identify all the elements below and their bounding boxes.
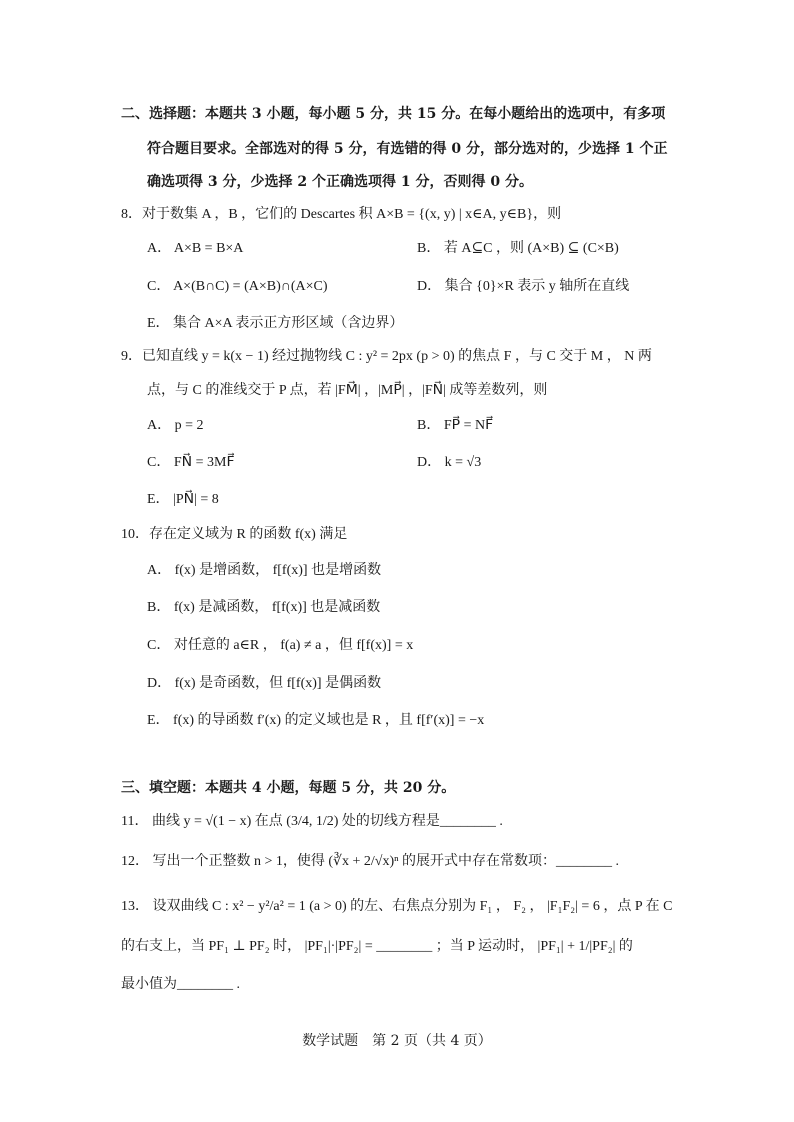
q8-option-d: D． 集合 {0}×R 表示 y 轴所在直线 bbox=[417, 279, 630, 294]
q9-stem-line2: 点，与 C 的准线交于 P 点，若 |FM⃗| ，|MP⃗| ，|FN⃗| 成等差数列，则 bbox=[147, 383, 548, 398]
q8-option-c: C． A×(B∩C) = (A×B)∩(A×C) bbox=[147, 279, 328, 294]
q10-option-c: C． 对任意的 a∈R ， f(a) ≠ a ，但 f[f(x)] = x bbox=[147, 638, 414, 653]
q10-option-d: D． f(x) 是奇函数，但 f[f(x)] 是偶函数 bbox=[147, 676, 382, 691]
q13-line2: 的右支上，当 PF₁ ⊥ PF₂ 时， |PF₁|·|PF₂| = ________ ；当 P 运动时， |PF₁| + 1/|PF₂| 的 bbox=[121, 939, 633, 954]
q13-line1: 13． 设双曲线 C : x² − y²/a² = 1 (a > 0) 的左、右焦点分别为 F₁ ， F₂ ， |F₁F₂| = 6 ，点 P 在 C bbox=[121, 899, 673, 914]
q10-option-b: B． f(x) 是减函数， f[f(x)] 也是减函数 bbox=[147, 600, 381, 615]
page-footer: 数学试题 第 2 页（共 4 页） bbox=[302, 1033, 492, 1049]
q10-stem: 10．存在定义域为 R 的函数 f(x) 满足 bbox=[121, 527, 348, 542]
section2-line3: 确选项得 3 分，少选择 2 个正确选项得 1 分，否则得 0 分。 bbox=[147, 174, 533, 190]
section2-line1: 二、选择题：本题共 3 小题，每小题 5 分，共 15 分。在每小题给出的选项中，有多项 bbox=[121, 106, 666, 122]
q13-line3: 最小值为________ . bbox=[121, 977, 240, 992]
q10-option-a: A． f(x) 是增函数， f[f(x)] 也是增函数 bbox=[147, 563, 382, 578]
section2-line2: 符合题目要求。全部选对的得 5 分，有选错的得 0 分，部分选对的，少选择 1 个正 bbox=[147, 141, 668, 157]
q10-option-e: E． f(x) 的导函数 f′(x) 的定义域也是 R ，且 f[f′(x)] = −x bbox=[147, 713, 485, 728]
q9-option-e: E． |PN⃗| = 8 bbox=[147, 492, 219, 507]
q8-option-b: B． 若 A⊆C ，则 (A×B) ⊆ (C×B) bbox=[417, 241, 619, 256]
q9-option-b: B． FP⃗ = NF⃗ bbox=[417, 418, 494, 433]
q11-text: 11． 曲线 y = √(1 − x) 在点 (3/4, 1/2) 处的切线方程是________ . bbox=[121, 814, 503, 829]
q9-stem-line1: 9．已知直线 y = k(x − 1) 经过抛物线 C : y² = 2px (p > 0) 的焦点 F ，与 C 交于 M ， N 两 bbox=[121, 349, 652, 364]
q8-option-e: E． 集合 A×A 表示正方形区域（含边界） bbox=[147, 316, 404, 331]
q12-text: 12． 写出一个正整数 n > 1，使得 (∛x + 2/√x)ⁿ 的展开式中存在常数项：________ . bbox=[121, 854, 620, 869]
q9-option-a: A． p = 2 bbox=[147, 418, 204, 433]
section3-title: 三、填空题：本题共 4 小题，每题 5 分，共 20 分。 bbox=[121, 780, 456, 796]
q9-option-c: C． FN⃗ = 3MF⃗ bbox=[147, 455, 235, 470]
q9-option-d: D． k = √3 bbox=[417, 455, 482, 470]
q8-option-a: A． A×B = B×A bbox=[147, 241, 244, 256]
q8-stem: 8．对于数集 A ，B ，它们的 Descartes 积 A×B = {(x, y) | x∈A, y∈B}，则 bbox=[121, 207, 562, 222]
